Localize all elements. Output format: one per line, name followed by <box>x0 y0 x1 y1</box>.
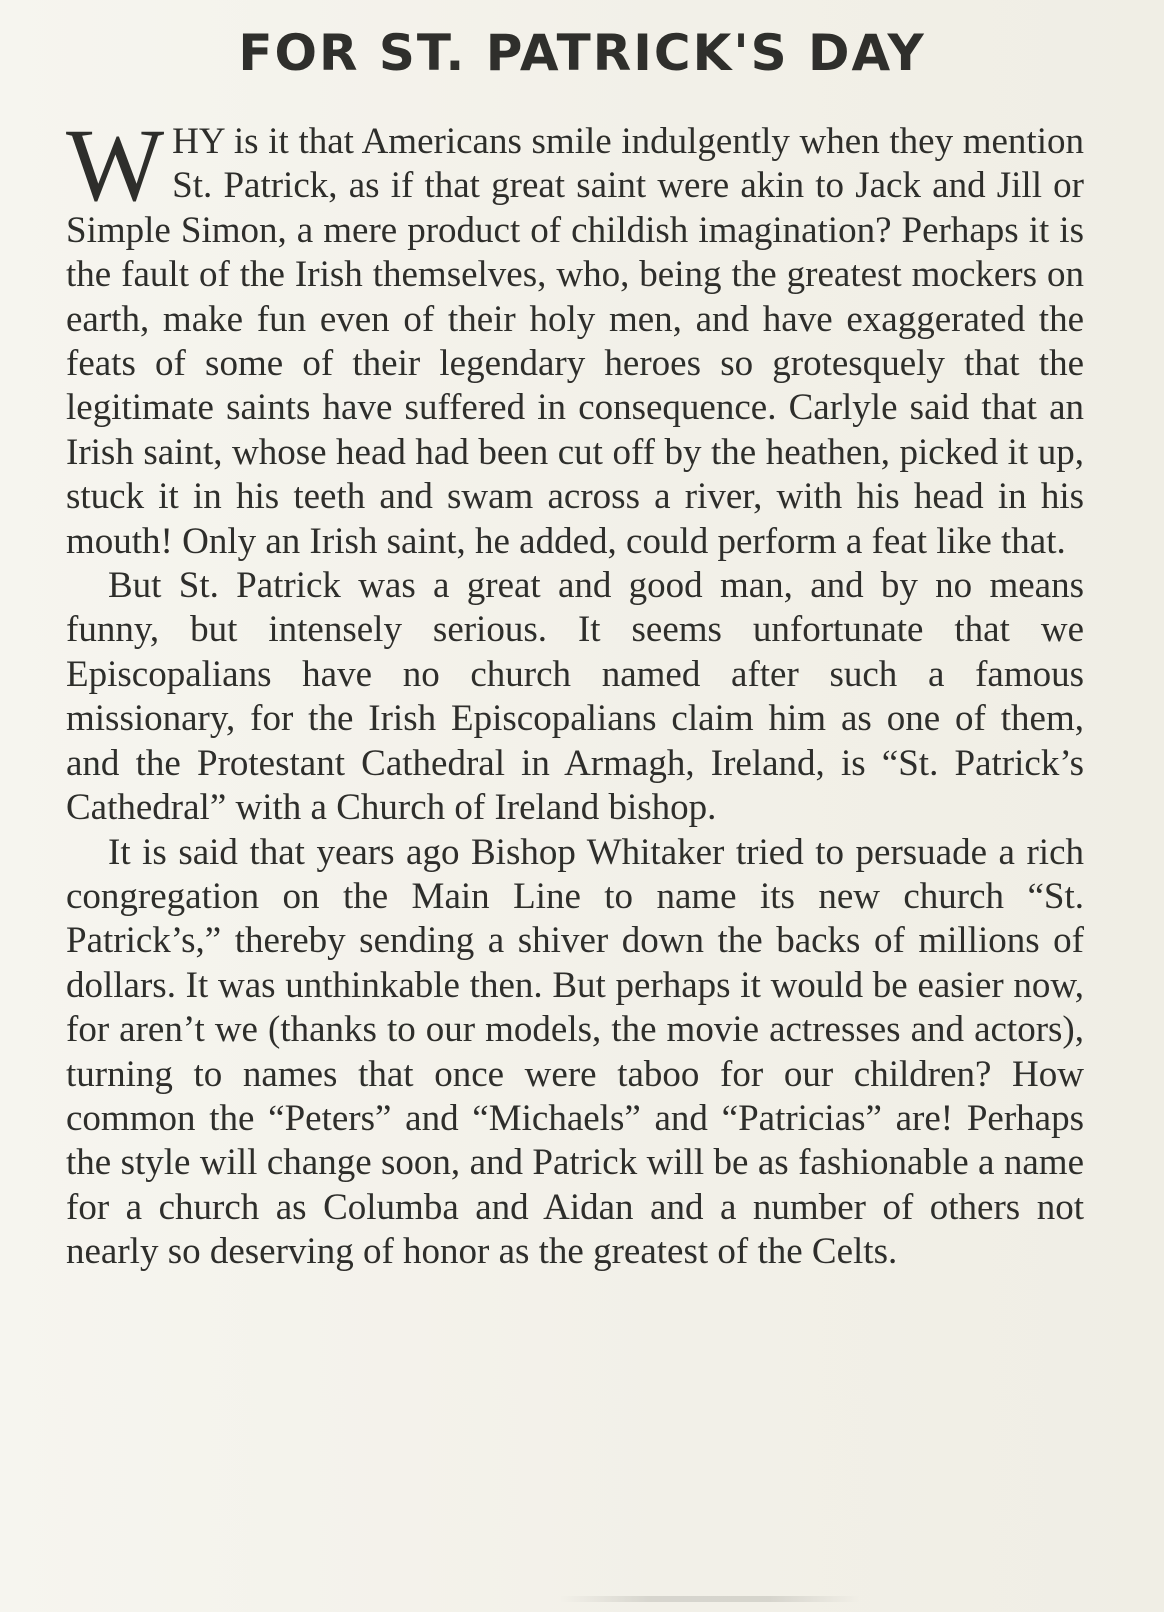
drop-cap: W <box>66 108 165 223</box>
paragraph-1 <box>66 108 1084 564</box>
bottom-edge-mark <box>560 1596 860 1602</box>
paragraph-2: But St. Patrick was a great and good man, and by no means funny, but intensely serious. It seems unfortunate that we Episcopalians have no church named after such a famous missionary, for the Irish Episcopalians claim him as one of them, and the Protestant Cathedral in Armagh, Ireland, is “St. Patrick’s Cathedral” with a Church of Ireland bishop. <box>66 565 1084 829</box>
paragraph-3: It is said that years ago Bishop Whitaker tried to persuade a rich congregation on the Main Line to name its new church “St. Patrick’s,” thereby sending a shiver down the backs of millions of dollars. It was unthinkable then. But perhaps it would be easier now, for aren’t we (thanks to our models, the movie actresses and actors), turning to names that once were taboo for our children? How common the “Peters” and “Michaels” and “Patricias” are! Perhaps the style will change soon, and Patrick will be as fashionable a name for a church as Columba and Aidan and a number of others not nearly so deserving of honor as the greatest of the Celts. <box>66 831 1084 1273</box>
paragraph-1-text: HY is it that Americans smile indulgently when they mention St. Patrick, as if that great saint were akin to Jack and Jill or Simple Simon, a mere product of childish imagination? Perhaps it is the fault of the Irish themselves, who, being the greatest mockers on earth, make fun even of their holy men, and have exaggerated the feats of some of their legendary heroes so grotesquely that the legitimate saints have suffered in consequence. Carlyle said that an Irish saint, whose head had been cut off by the heathen, picked it up, stuck it in his teeth and swam across a river, with his head in his mouth! Only an Irish saint, he added, could perform a feat like that. <box>66 121 1084 562</box>
article-body <box>66 108 1084 1275</box>
article-title: FOR ST. PATRICK'S DAY <box>238 24 926 82</box>
